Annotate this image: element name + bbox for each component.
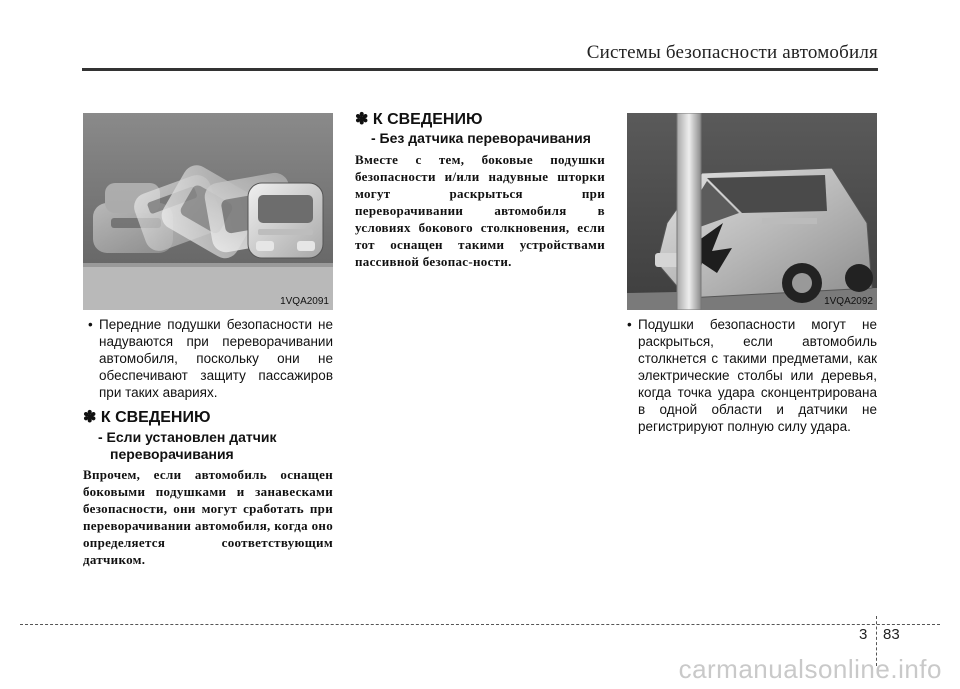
figure-code: 1VQA2092 — [824, 296, 873, 307]
note-title: ✽ К СВЕДЕНИЮ — [83, 409, 211, 426]
note-body: Впрочем, если автомобиль оснащен боковыми подушками и занавесками безопасности, они могут сработать при переворачивании автомобиля, когда оно определяется соответствующим датчиком. — [83, 467, 333, 567]
note-title: ✽ К СВЕДЕНИЮ — [355, 111, 483, 128]
bullet-text: Подушки безопасности могут не раскрыться, если автомобиль столкнется с такими предметами, как электрические столбы или деревья, когда точка удара сконцентрирована в одной области и датчики не регистрируют полную силу удара. — [638, 317, 877, 434]
note-subtitle: - Если установлен датчик — [98, 429, 277, 445]
footer-rule — [20, 624, 940, 625]
chapter-number: 3 — [859, 626, 868, 643]
pole-impact-bullet — [627, 316, 877, 435]
running-header: Системы безопасности автомобиля — [586, 42, 878, 63]
rollover-drawing — [83, 113, 333, 310]
pole-impact-illustration — [627, 113, 877, 310]
bullet-dot: • — [88, 317, 93, 332]
page-number: 83 — [883, 626, 900, 643]
pole-impact-drawing — [627, 113, 877, 310]
header-rule — [82, 68, 878, 71]
rollover-illustration — [83, 113, 333, 310]
note-subtitle-continued: переворачивания — [110, 446, 234, 462]
bullet-dot: • — [627, 317, 632, 332]
figure-code: 1VQA2091 — [280, 296, 329, 307]
watermark: carmanualsonline.info — [678, 654, 942, 684]
note-subtitle: - Без датчика переворачивания — [371, 130, 591, 146]
note-body: Вместе с тем, боковые подушки безопасности и/или надувные шторки могут раскрыться при переворачивании автомобиля в условиях бокового столкновения, если тот оснащен такими устройствами пассивной безопас-ности. — [355, 152, 605, 269]
rollover-bullet — [88, 316, 333, 401]
bullet-text: Передние подушки безопасности не надуваются при переворачивании автомобиля, поскольку они не обеспечивают защиту пассажиров при таких авариях. — [99, 317, 333, 400]
